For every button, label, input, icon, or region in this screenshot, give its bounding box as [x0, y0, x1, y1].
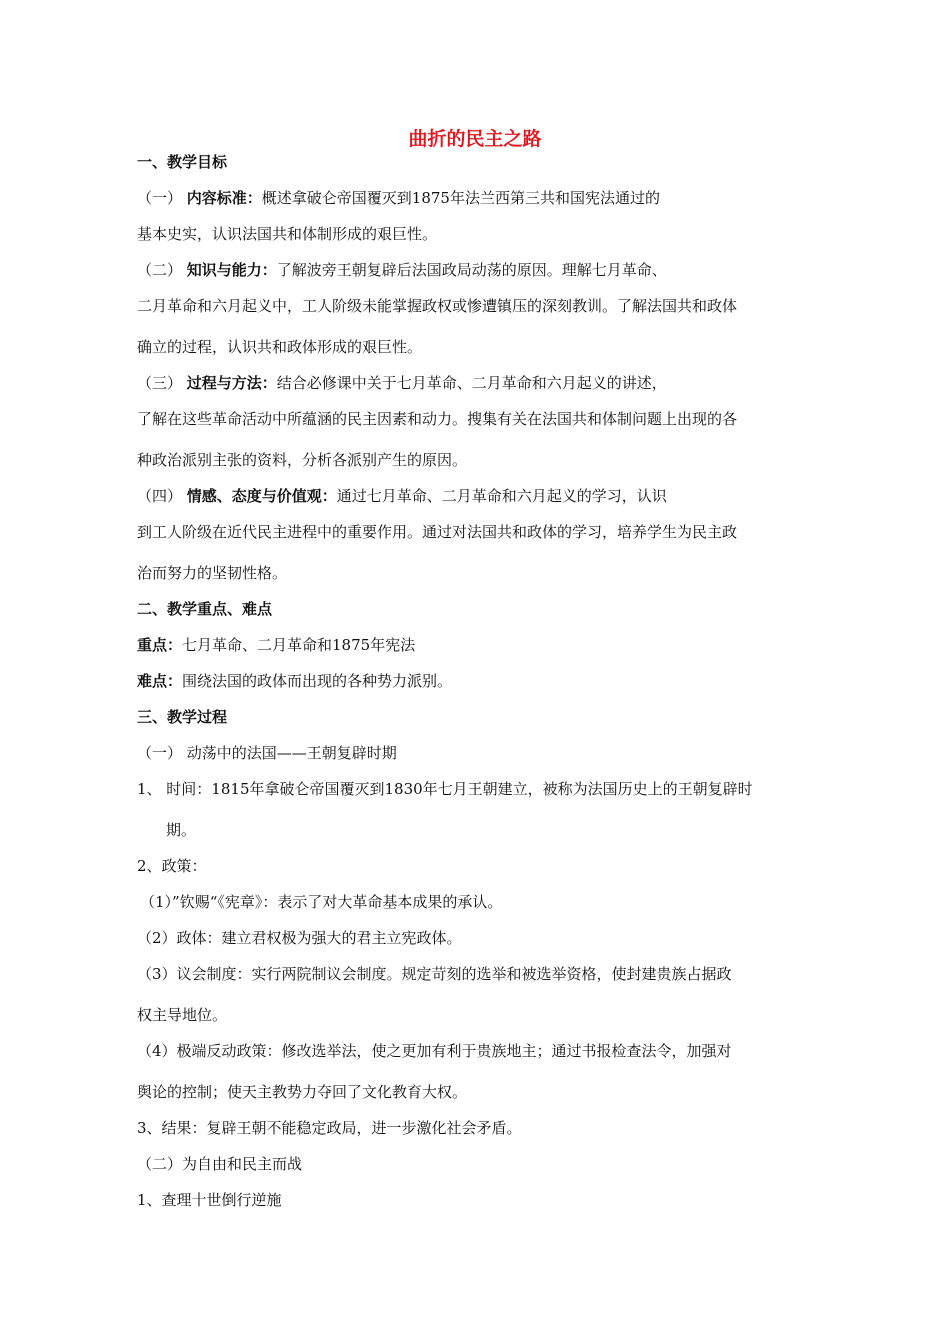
line-text: （3）议会制度：实行两院制议会制度。规定苛刻的选举和被选举资格，使封建贵族占据政: [137, 965, 732, 983]
document-line: [137, 188, 660, 208]
document-line: [137, 522, 737, 542]
line-text: （2）政体：建立君权极为强大的君主立宪政体。: [137, 929, 462, 947]
document-line: [140, 892, 502, 912]
document-line: [137, 779, 753, 799]
document-line: [137, 964, 732, 984]
line-label: 难点：: [137, 672, 183, 690]
line-prefix: （一）: [137, 189, 187, 207]
line-text: 权主导地位。: [137, 1006, 228, 1024]
document-line: [137, 563, 287, 583]
line-label: 过程与方法：: [186, 374, 277, 392]
document-line: [137, 856, 207, 876]
line-text: 2、政策：: [137, 857, 207, 875]
line-text: 概述拿破仑帝国覆灭到1875年法兰西第三共和国宪法通过的: [261, 189, 660, 207]
line-text: 二、教学重点、难点: [137, 600, 273, 618]
line-text: 一、教学目标: [137, 153, 228, 171]
line-text: 基本史实，认识法国共和体制形成的艰巨性。: [137, 225, 438, 243]
line-text: 二月革命和六月起义中，工人阶级未能掌握政权或惨遭镇压的深刻教训。了解法国共和政体: [137, 297, 738, 315]
document-line: [137, 296, 737, 316]
document-line: [137, 450, 467, 470]
document-line: [137, 1118, 522, 1138]
document-line: [137, 373, 667, 393]
line-text: 了解波旁王朝复辟后法国政局动荡的原因。理解七月革命、: [276, 261, 667, 279]
document-line: [137, 707, 227, 727]
line-prefix: （四）: [137, 487, 187, 505]
document-line: [137, 1005, 227, 1025]
line-text: （1）”钦赐“《宪章》：表示了对大革命基本成果的承认。: [140, 893, 503, 911]
document-line: [137, 743, 397, 763]
line-label: 重点：: [137, 636, 183, 654]
line-text: 确立的过程，认识共和政体形成的艰巨性。: [137, 338, 423, 356]
line-text: 1、查理十世倒行逆施: [137, 1191, 282, 1209]
document-line: [137, 1190, 282, 1210]
line-text: 通过七月革命、二月革命和六月起义的学习，认识: [336, 487, 667, 505]
line-prefix: （三）: [137, 374, 187, 392]
line-label: 知识与能力：: [186, 261, 277, 279]
document-line: [137, 1154, 302, 1174]
document-line: [137, 224, 437, 244]
line-text: 七月革命、二月革命和1875年宪法: [182, 636, 416, 654]
line-text: 期。: [166, 821, 197, 839]
document-line: [137, 1041, 732, 1061]
document-title: 曲折的民主之路: [408, 128, 542, 150]
line-text: 结合必修课中关于七月革命、二月革命和六月起义的讲述，: [276, 374, 667, 392]
line-label: 内容标准：: [186, 189, 262, 207]
document-line: [137, 671, 452, 691]
line-text: 围绕法国的政体而出现的各种势力派别。: [182, 672, 453, 690]
document-line: [137, 152, 227, 172]
line-text: 种政治派别主张的资料，分析各派别产生的原因。: [137, 451, 468, 469]
document-line: [137, 260, 667, 280]
document-line: [166, 820, 196, 840]
line-text: （二）为自由和民主而战: [137, 1155, 303, 1173]
line-text: 三、教学过程: [137, 708, 228, 726]
document-line: [137, 928, 462, 948]
document-line: [137, 599, 272, 619]
line-text: 了解在这些革命活动中所蕴涵的民主因素和动力。搜集有关在法国共和体制问题上出现的各: [137, 410, 738, 428]
line-text: （4）极端反动政策：修改选举法，使之更加有利于贵族地主；通过书报检查法令，加强对: [137, 1042, 732, 1060]
line-text: 1、 时间：1815年拿破仑帝国覆灭到1830年七月王朝建立，被称为法国历史上的王朝复辟时: [137, 780, 753, 798]
line-label: 情感、态度与价值观：: [186, 487, 337, 505]
document-line: [137, 635, 415, 655]
document-line: [137, 409, 737, 429]
line-prefix: （二）: [137, 261, 187, 279]
line-text: 舆论的控制；使天主教势力夺回了文化教育大权。: [137, 1083, 468, 1101]
document-line: [137, 1082, 467, 1102]
line-text: （一） 动荡中的法国——王朝复辟时期: [137, 744, 397, 762]
document-line: [137, 486, 667, 506]
line-text: 3、结果：复辟王朝不能稳定政局，进一步激化社会矛盾。: [137, 1119, 522, 1137]
line-text: 治而努力的坚韧性格。: [137, 564, 288, 582]
document-line: [137, 337, 422, 357]
line-text: 到工人阶级在近代民主进程中的重要作用。通过对法国共和政体的学习，培养学生为民主政: [137, 523, 738, 541]
